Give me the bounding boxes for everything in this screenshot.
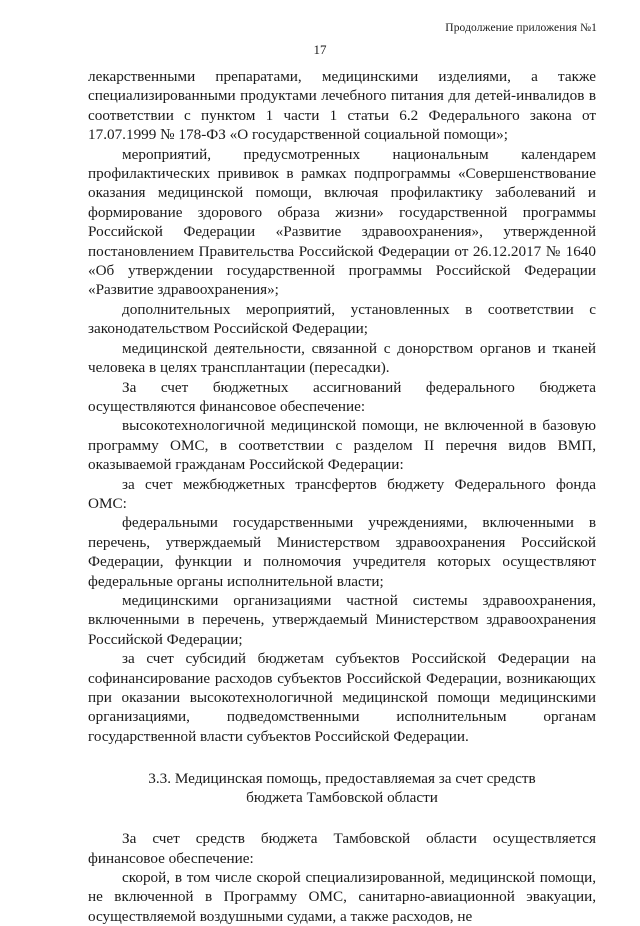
paragraph: за счет межбюджетных трансфертов бюджету Федерального фонда ОМС: [88, 475, 596, 512]
section-heading-line-2: бюджета Тамбовской области [246, 789, 438, 807]
paragraphs-after-heading [88, 829, 596, 926]
section-heading-line-1: 3.3. Медицинская помощь, предоставляемая за счет средств [148, 770, 536, 788]
paragraph: скорой, в том числе скорой специализированной, медицинской помощи, не включенной в Программу ОМС, санитарно-авиационной эвакуации, осуществляемой воздушными судами, а также расходов, не [88, 869, 596, 925]
document-body [88, 67, 596, 926]
paragraph: высокотехнологичной медицинской помощи, не включенной в базовую программу ОМС, в соответствии с разделом II перечня видов ВМП, оказываемой гражданам Российской Федерации: [88, 417, 596, 474]
paragraph: федеральными государственными учреждениями, включенными в перечень, утверждаемый Министерством здравоохранения Российской Федерации, функции и полномочия учредителя которых осуществляют федеральные органы исполнительной власти; [88, 514, 596, 590]
paragraph: За счет средств бюджета Тамбовской области осуществляется финансовое обеспечение: [88, 830, 596, 867]
paragraph: лекарственными препаратами, медицинскими изделиями, а также специализированными продуктами лечебного питания для детей-инвалидов в соответствии с пунктом 1 части 1 статьи 6.2 Федерального закона от 17.07.1999 № 178-ФЗ «О государственной социальной помощи»; [88, 68, 596, 144]
continuation-note: Продолжение приложения №1 [445, 22, 597, 34]
paragraph: за счет субсидий бюджетам субъектов Российской Федерации на софинансирование расходов субъектов Российской Федерации, возникающих при оказании высокотехнологичной медицинской помощи медицинскими организациями, подведомственными исполнительным органам государственной власти субъектов Российской Федерации. [88, 650, 596, 745]
page-number: 17 [313, 42, 327, 57]
paragraph: За счет бюджетных ассигнований федерального бюджета осуществляются финансовое обеспечение: [88, 378, 596, 415]
paragraph: медицинскими организациями частной системы здравоохранения, включенными в перечень, утверждаемый Министерством здравоохранения Российской Федерации; [88, 591, 596, 648]
paragraphs-before-heading [88, 67, 596, 746]
paragraph: дополнительных мероприятий, установленных в соответствии с законодательством Российской Федерации; [88, 300, 596, 338]
paragraph: медицинской деятельности, связанной с донорством органов и тканей человека в целях трансплантации (пересадки). [88, 339, 596, 377]
paragraph: мероприятий, предусмотренных национальным календарем профилактических прививок в рамках подпрограммы «Совершенствование оказания медицинской помощи, включая профилактику заболеваний и формирование здорового образа жизни» государственной программы Российской Федерации «Развитие здравоохранения», утвержденной постановлением Правительства Российской Федерации от 26.12.2017 № 1640 «Об утверждении государственной программы Российской Федерации «Развитие здравоохранения»; [88, 145, 596, 299]
section-heading [88, 769, 596, 807]
